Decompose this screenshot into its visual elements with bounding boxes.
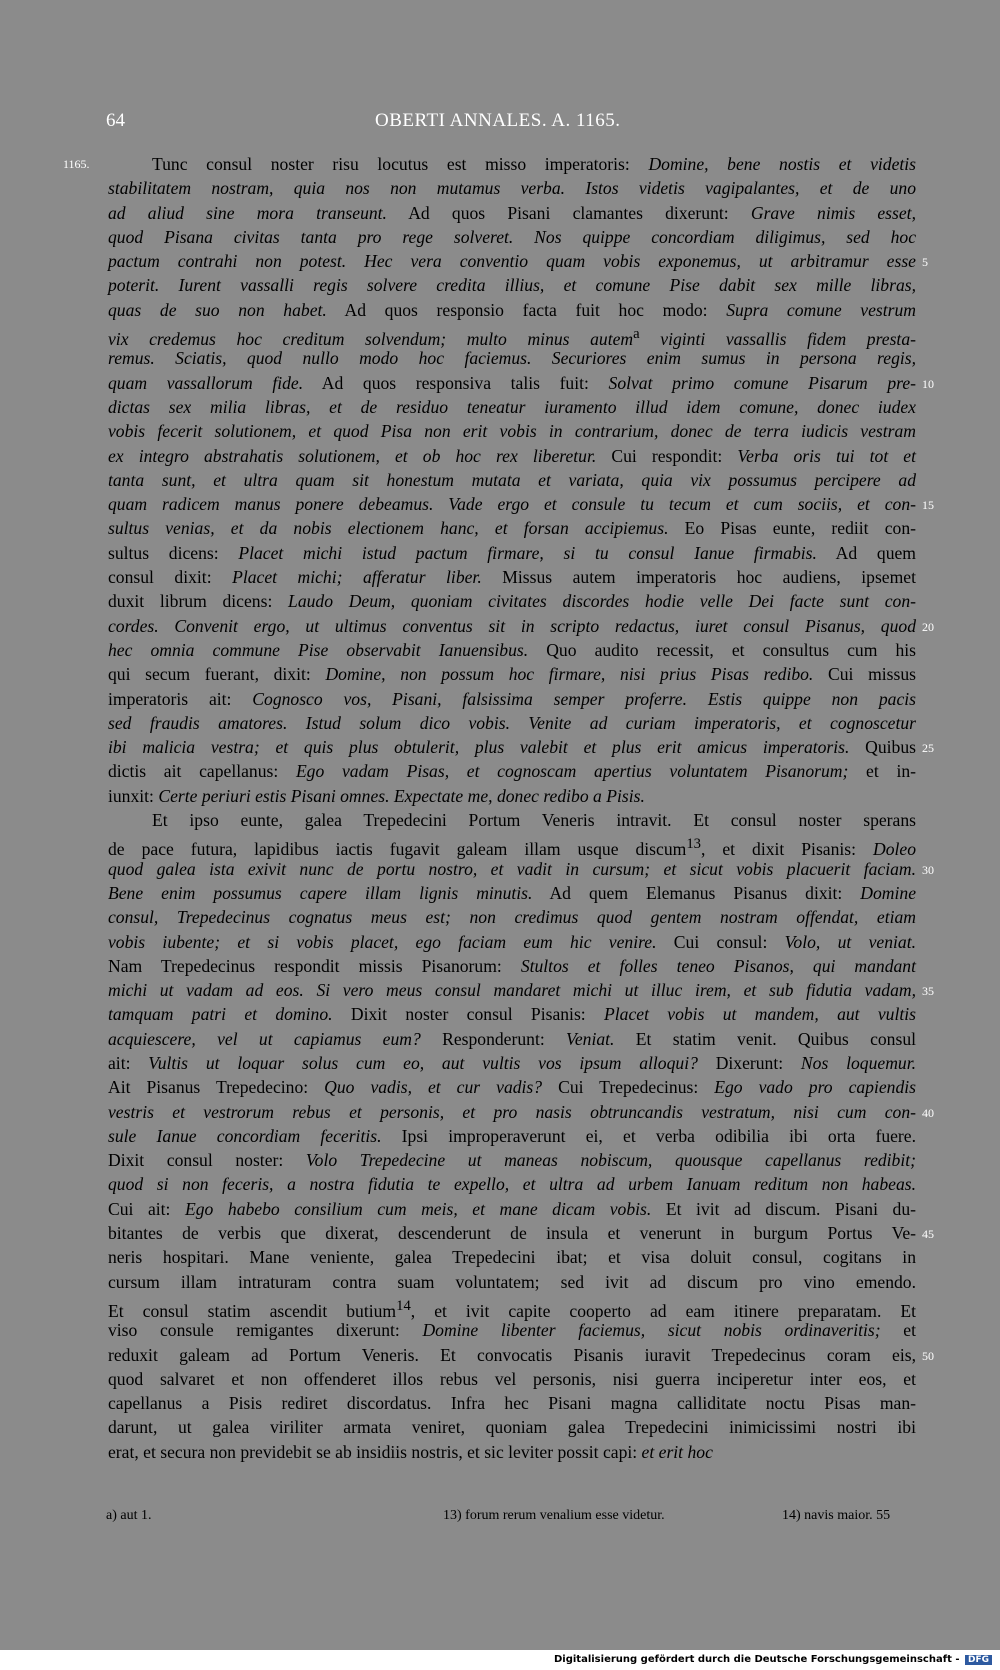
text-line: vestris et vestrorum rebus et personis, et pro nasis obtruncandis vestratum, nisi cum con- (108, 1101, 916, 1122)
text-line: pactum contrahi non potest. Hec vera conventio quam vobis exponemus, ut arbitramur esse (108, 251, 916, 272)
text-line: Bene enim possumus capere illam lignis minutis. Ad quem Elemanus Pisanus dixit: Domine (108, 882, 916, 903)
running-title: OBERTI ANNALES. A. 1165. (375, 110, 621, 131)
text-line: dictas sex milia libras, et de residuo teneatur iuramento illud idem comune, donec iudex (108, 396, 916, 417)
text-line: remus. Sciatis, quod nullo modo hoc faciemus. Securiores enim sumus in persona regis, (108, 348, 916, 369)
text-line: acquiescere, vel ut capiamus eum? Responderunt: Veniat. Et statim venit. Quibus consul (108, 1028, 916, 1049)
text-line: Tunc consul noster risu locutus est misso imperatoris: Domine, bene nostis et videtis (152, 154, 917, 174)
footnote-a: a) aut 1. (106, 1508, 152, 1523)
line-number: 40 (922, 1105, 934, 1120)
text-line: sule Ianue concordiam feceritis. Ipsi improperaverunt ei, et verba odibilia ibi orta fuere. (108, 1125, 916, 1146)
text-line: stabilitatem nostram, quia nos non mutamus verba. Istos videtis vagipalantes, et de uno (108, 178, 916, 199)
line-number: 5 (922, 255, 928, 270)
text-line: vobis fecerit solutionem, et quod Pisa non erit vobis in contrarium, donec de terra iudicis vestram (108, 421, 916, 442)
text-line: ex integro abstrahatis solutionem, et ob hoc rex liberetur. Cui respondit: Verba oris tui tot et (108, 445, 917, 466)
line-number: 15 (922, 498, 934, 513)
text-line: hec omnia commune Pise observabit Ianuensibus. Quo audito recessit, et consultus cum his (108, 639, 916, 660)
text-line: imperatoris ait: Cognosco vos, Pisani, falsissima semper proferre. Estis quippe non pacis (108, 688, 916, 709)
credit-text: Digitalisierung gefördert durch die Deutsche Forschungsgemeinschaft - (553, 1654, 960, 1665)
text-line: sultus dicens: Placet michi istud pactum firmare, si tu consul Ianue firmabis. Ad quem (108, 542, 916, 563)
text-line: quod Pisana civitas tanta pro rege solveret. Nos quippe concordiam diligimus, sed hoc (108, 226, 916, 247)
line-number: 30 (922, 862, 934, 877)
text-line: Ait Pisanus Trepedecino: Quo vadis, et cur vadis? Cui Trepedecinus: Ego vado pro capiendis (108, 1077, 916, 1098)
line-number: 35 (922, 984, 934, 999)
digitization-credit (554, 1654, 992, 1665)
text-line: neris hospitari. Mane veniente, galea Trepedecini ibat; et visa doluit consul, cogitans in (108, 1247, 916, 1268)
text-line: reduxit galeam ad Portum Veneris. Et convocatis Pisanis iuravit Trepedecinus coram eis, (108, 1344, 916, 1365)
text-line: sultus venias, et da nobis electionem hanc, et forsan accipiemus. Eo Pisas eunte, rediit con- (108, 518, 916, 539)
line-number: 20 (922, 619, 934, 634)
text-line: iunxit: Certe periuri estis Pisani omnes. Expectate me, donec redibo a Pisis. (108, 785, 645, 806)
text-line: duxit librum dicens: Laudo Deum, quoniam civitates discordes hodie velle Dei facte sunt con- (108, 591, 916, 612)
text-line: quod galea ista exivit nunc de portu nostro, et vadit in cursum; et sicut vobis placuerit faciam. (108, 858, 916, 879)
line-number: 10 (922, 376, 934, 391)
text-line: poterit. Iurent vassalli regis solvere credita illius, et comune Pise dabit sex mille libras, (108, 275, 916, 296)
text-line: erat, et secura non previdebit se ab insidiis nostris, et sic leviter possit capi: et erit hoc (108, 1441, 713, 1462)
text-line: vobis iubente; et si vobis placet, ego faciam eum hic venire. Cui consul: Volo, ut veniat. (108, 931, 916, 952)
text-line: ibi malicia vestra; et quis plus obtulerit, plus valebit et plus erit amicus imperatoris. Quibus (108, 737, 916, 758)
text-line: quas de suo non habet. Ad quos responsio facta fuit hoc modo: Supra comune vestrum (108, 299, 916, 320)
text-line: Dixit consul noster: Volo Trepedecine ut maneas nobiscum, quousque capellanus redibit; (108, 1150, 916, 1171)
footnote-13: 13) forum rerum venalium esse videtur. (443, 1508, 665, 1523)
line-number: 50 (922, 1348, 934, 1363)
text-line: sed fraudis amatores. Istud solum dico vobis. Venite ad curiam imperatoris, et cognoscetur (108, 712, 916, 733)
text-line: quam vassallorum fide. Ad quos responsiva talis fuit: Solvat primo comune Pisarum pre- (108, 372, 917, 393)
text-line: cursum illam intraturam contra suam voluntatem; sed ivit ad discum pro vino emendo. (108, 1271, 916, 1292)
text-line: Et ipso eunte, galea Trepedecini Portum Veneris intravit. Et consul noster sperans (152, 810, 916, 831)
text-line: vix credemus hoc creditum solvendum; multo minus autem$^a$ viginti vassallis fidem presta- (108, 326, 916, 349)
text-line: qui secum fuerant, dixit: Domine, non possum hoc firmare, nisi prius Pisas redibo. Cui missus (108, 664, 916, 685)
text-line: quam radicem manus ponere debeamus. Vade ergo et consule tu tecum et cum sociis, et con- (108, 494, 916, 515)
text-line: quod salvaret et non offenderet illos rebus vel personis, nisi guerra inciperetur inter eos, et (108, 1368, 916, 1389)
text-line: michi ut vadam ad eos. Si vero meus consul mandaret michi ut illuc irem, et sub fidutia vadam, (108, 980, 916, 1001)
margin-year: 1165. (63, 157, 90, 171)
text-line: darunt, ut galea viriliter armata veniret, quoniam galea Trepedecini inimicissimi nostri ibi (108, 1417, 916, 1438)
text-line: de pace futura, lapidibus iactis fugavit galeam illam usque discum$^{13}$, et dixit Pisanis: Doleo (108, 836, 916, 860)
text-line: tanta sunt, et ultra quam sit honestum mutata et variata, quia vix possumus percipere ad (108, 469, 916, 490)
text-line: bitantes de verbis que dixerat, descenderunt de insula et venerunt in burgum Portus Ve- (108, 1223, 916, 1244)
dfg-logo: DFG (965, 1655, 992, 1665)
footnote-14: 14) navis maior. 55 (782, 1508, 891, 1523)
text-line: viso consule remigantes dixerunt: Domine libenter faciemus, sicut nobis ordinaveritis; et (108, 1320, 916, 1341)
text-line: Nam Trepedecinus respondit missis Pisanorum: Stultos et folles teneo Pisanos, qui mandant (108, 955, 916, 976)
text-line: cordes. Convenit ergo, ut ultimus conventus sit in scripto redactus, iuret consul Pisanus, quod (108, 615, 916, 636)
text-line: consul, Trepedecinus cognatus meus est; non credimus quod gentem nostram offendat, etiam (108, 907, 916, 928)
text-line: Et consul statim ascendit butium$^{14}$, et ivit capite cooperto ad eam itinere preparatam. Et (108, 1297, 916, 1321)
line-number: 25 (922, 741, 934, 756)
text-line: dictis ait capellanus: Ego vadam Pisas, et cognoscam apertius voluntatem Pisanorum; et in- (108, 761, 916, 782)
text-line: ad aliud sine mora transeunt. Ad quos Pisani clamantes dixerunt: Grave nimis esset, (108, 202, 916, 223)
text-line: tamquam patri et domino. Dixit noster consul Pisanis: Placet vobis ut mandem, aut vultis (108, 1004, 916, 1025)
text-line: consul dixit: Placet michi; afferatur liber. Missus autem imperatoris hoc audiens, ipsemet (108, 567, 916, 588)
text-line: Cui ait: Ego habebo consilium cum meis, et mane dicam vobis. Et ivit ad discum. Pisani du- (108, 1198, 916, 1219)
text-line: capellanus a Pisis rediret discordatus. Infra hec Pisani magna calliditate noctu Pisas man- (108, 1393, 916, 1414)
body-text (108, 152, 916, 1464)
page-number: 64 (106, 110, 125, 131)
text-line: ait: Vultis ut loquar solus cum eo, aut vultis vos ipsum alloqui? Dixerunt: Nos loquemur. (108, 1052, 916, 1073)
line-number: 45 (922, 1227, 934, 1242)
text-line: quod si non feceris, a nostra fidutia te expello, et ultra ad urbem Ianuam reditum non habeas. (108, 1174, 916, 1195)
